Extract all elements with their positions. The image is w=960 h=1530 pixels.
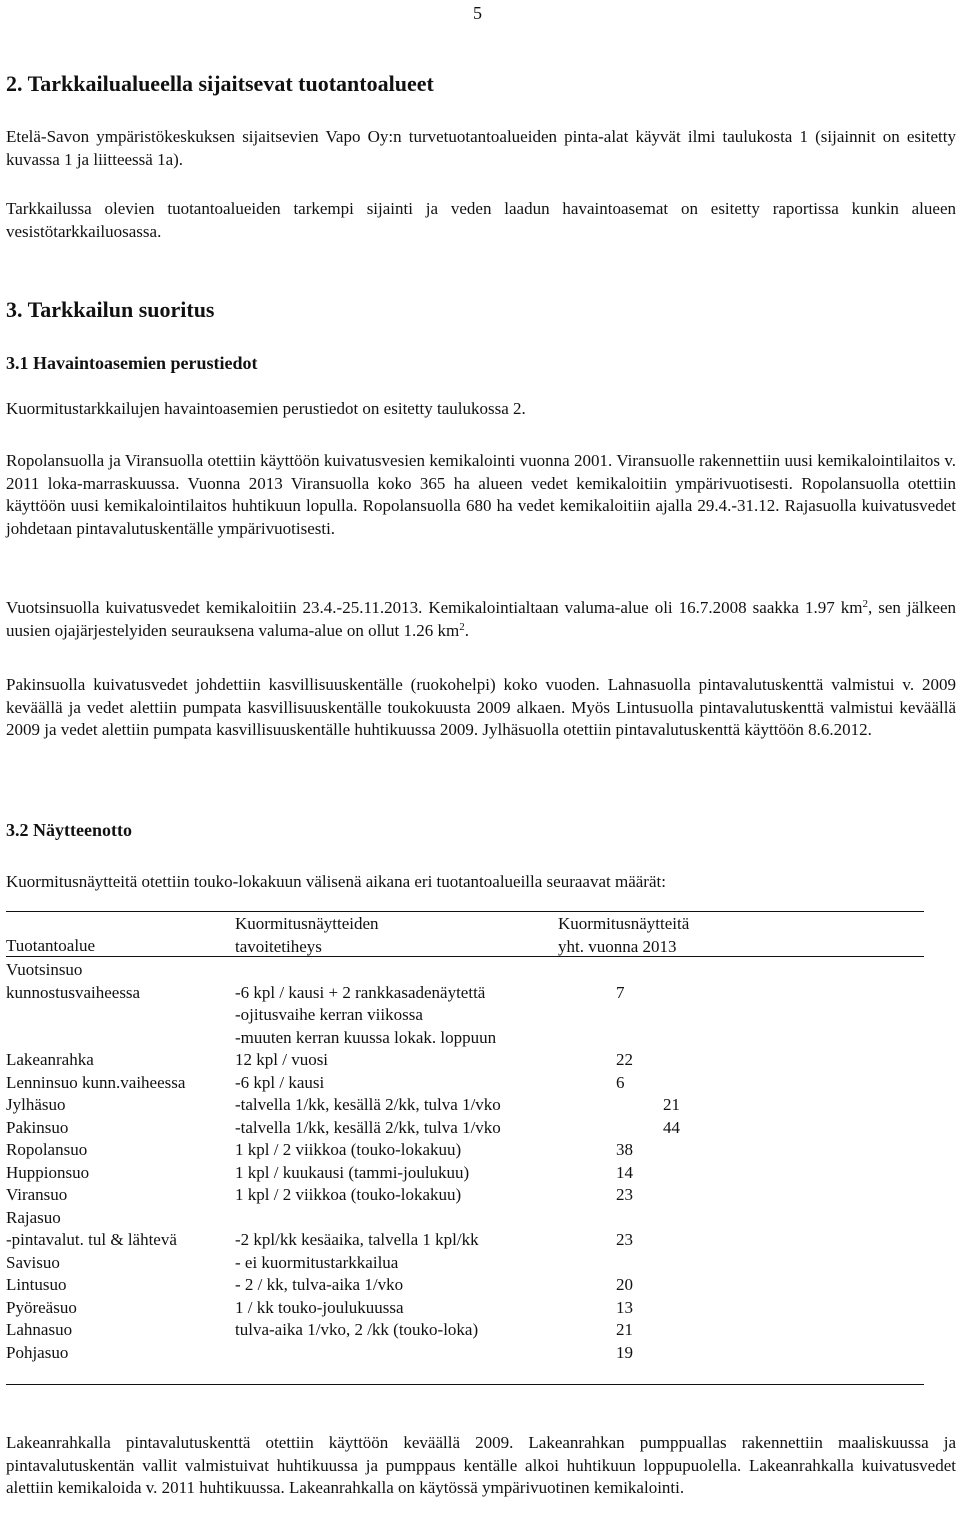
table-row [6,1094,924,1117]
section-3-1-paragraph-4: Pakinsuolla kuivatusvedet johdettiin kasvillisuuskentälle (ruokohelpi) koko vuoden. Lahnasuolla pintavalutuskenttä valmistui v. 2009 keväällä ja vedet alettiin pumpata kasvillisuuskentälle toukokuusta 2009 alkaen. Myös Lintusuolla pintavalutuskenttä valmistui keväällä 2009 ja vedet alettiin pumpata kasvillisuuskentälle huhtikuussa 2009. Jylhäsuolla otettiin pintavalutuskenttä käyttöön 8.6.2012. [6,675,956,739]
table-header-count-line-1: Kuormitusnäytteitä [558,914,690,933]
cell-count: 6 [616,1072,625,1092]
section-3-1-paragraph-2: Ropolansuolla ja Viransuolla otettiin käyttöön kuivatusvesien kemikalointi vuonna 2001. Viransuolle rakennettiin uusi kemikalointilaitos v. 2011 loka-marraskuussa. Vuonna 2013 Viransuolla koko 365 ha alueen vedet kemikaloitiin ympärivuotisesti. Ropolansuolla otettiin käyttöön uusi kemikalointilaitos huhtikuun lopulla. Ropolansuolla 680 ha vedet kemikaloitiin ajalla 29.4.-31.12. Rajasuolla kuivatusvedet johdetaan pintavalutuskentälle ympärivuotisesti. [6,451,956,538]
page-number: 5 [473,3,482,23]
table-row [6,982,924,1005]
table-row [6,1252,924,1275]
table-row [6,1229,924,1252]
cell-frequency: 1 kpl / kuukausi (tammi-joulukuu) [235,1162,470,1182]
section-2-paragraph-1: Etelä-Savon ympäristökeskuksen sijaitsevien Vapo Oy:n turvetuotantoalueiden pinta-alat käyvät ilmi taulukosta 1 (sijainnit on esitetty kuvassa 1 ja liitteessä 1a). [6,127,956,169]
cell-count: 20 [616,1275,633,1294]
cell-area: Savisuo [6,1252,60,1272]
table-header-frequency-line-1: Kuormitusnäytteiden [235,914,379,933]
cell-frequency: -talvella 1/kk, kesällä 2/kk, tulva 1/vko [235,1117,501,1137]
closing-paragraph: Lakeanrahkalla pintavalutuskenttä otettiin käyttöön keväällä 2009. Lakeanrahkan pumppuallas rakennettiin maaliskuussa ja pintavalutuskentän vallit valmistuivat huhtikuussa ja pumppaus kentälle alkoi huhtikuun loppupuolella. Lakeanrahkalla kuivatusvedet alettiin kemikaloida v. 2011 huhtikuussa. Lakeanrahkalla on käytössä ympärivuotinen kemikalointi. [6,1433,956,1497]
cell-area: Jylhäsuo [6,1095,66,1114]
cell-frequency: 1 kpl / 2 viikkoa (touko-lokakuu) [235,1140,462,1159]
cell-area: Ropolansuo [6,1140,88,1159]
table-row [6,1207,924,1230]
cell-frequency: - ei kuormitustarkkailua [235,1252,399,1272]
cell-count: 14 [616,1162,633,1182]
cell-count: 44 [663,1117,680,1137]
cell-frequency: 1 / kk touko-joulukuussa [235,1297,404,1317]
table-header-count-line-2: yht. vuonna 2013 [558,936,677,956]
cell-area: Lakeanrahka [6,1050,94,1069]
table-row [6,1319,924,1342]
cell-count: 7 [616,982,625,1002]
section-2-paragraph-2: Tarkkailussa olevien tuotantoalueiden tarkempi sijainti ja veden laadun havaintoasemat on esitetty raportissa kunkin alueen vesistötarkkailuosassa. [6,199,956,241]
table-row [6,1297,924,1320]
table-header-frequency-line-2: tavoitetiheys [235,936,322,956]
table-row [6,1162,924,1185]
cell-frequency: 12 kpl / vuosi [235,1050,329,1069]
cell-frequency: tulva-aika 1/vko, 2 /kk (touko-loka) [235,1320,479,1339]
table-row [6,959,924,982]
table-bottom-rule [6,1384,924,1385]
table-row [6,1184,924,1207]
table-header-area: Tuotantoalue [6,936,96,955]
section-3-2-paragraph-1: Kuormitusnäytteitä otettiin touko-lokakuun välisenä aikana eri tuotantoalueilla seuraavat määrät: [6,872,666,891]
table-header-rule [6,956,924,957]
table-row [6,1072,924,1095]
section-3-2-heading: 3.2 Näytteenotto [6,820,132,840]
table-header-frequency [235,913,379,958]
cell-area: kunnostusvaiheessa [6,982,141,1002]
cell-area: Viransuo [6,1185,68,1204]
table-row [6,1274,924,1297]
section-3-1-heading: 3.1 Havaintoasemien perustiedot [6,353,258,373]
cell-area: Lenninsuo kunn.vaiheessa [6,1072,186,1092]
cell-area: Lintusuo [6,1275,67,1294]
cell-frequency: - 2 / kk, tulva-aika 1/vko [235,1275,404,1294]
section-3-1-paragraph-1: Kuormitustarkkailujen havaintoasemien perustiedot on esitetty taulukossa 2. [6,399,526,418]
cell-count: 19 [616,1342,633,1362]
table-row [6,1004,924,1027]
table-row [6,1117,924,1140]
table-header-count [558,913,689,958]
cell-frequency: -6 kpl / kausi + 2 rankkasadenäytettä [235,982,486,1002]
cell-frequency: -2 kpl/kk kesäaika, talvella 1 kpl/kk [235,1230,479,1249]
table-row [6,1342,924,1365]
cell-area: Lahnasuo [6,1320,73,1339]
cell-area: Pakinsuo [6,1117,69,1137]
cell-frequency: 1 kpl / 2 viikkoa (touko-lokakuu) [235,1185,462,1204]
table-row [6,1049,924,1072]
cell-count: 38 [616,1140,633,1159]
cell-area: Pohjasuo [6,1342,69,1362]
cell-frequency: -muuten kerran kuussa lokak. loppuun [235,1027,497,1047]
cell-count: 22 [616,1050,633,1069]
paragraph-3-text-c: . [464,620,469,640]
section-3-heading: 3. Tarkkailun suoritus [6,297,215,322]
paragraph-3-text-a: Vuotsinsuolla kuivatusvedet kemikaloitiin 23.4.-25.11.2013. Kemikalointialtaan valuma-alue oli 16.7.2008 saakka 1.97 km [6,598,863,617]
cell-area: Rajasuo [6,1207,61,1227]
cell-area: Pyöreäsuo [6,1297,77,1317]
table-row [6,1139,924,1162]
superscript-unit: 2 [862,598,868,610]
table-row [6,1027,924,1050]
cell-count: 23 [616,1185,633,1204]
cell-area: -pintavalut. tul & lähtevä [6,1230,177,1249]
cell-count: 21 [616,1320,633,1339]
cell-frequency: -6 kpl / kausi [235,1072,325,1092]
table-body [6,959,924,1364]
cell-area: Vuotsinsuo [6,960,83,979]
cell-frequency: -ojitusvaihe kerran viikossa [235,1005,423,1024]
cell-count: 21 [663,1095,680,1114]
cell-count: 23 [616,1230,633,1249]
section-3-1-paragraph-3 [6,597,956,642]
cell-frequency: -talvella 1/kk, kesällä 2/kk, tulva 1/vko [235,1095,501,1114]
cell-count: 13 [616,1297,633,1317]
paragraph-3-text-b: , sen jälkeen uusien ojajärjestelyiden seurauksena valuma-alue on ollut 1.26 km [6,598,956,640]
section-2-heading: 2. Tarkkailualueella sijaitsevat tuotantoalueet [6,71,434,96]
superscript-unit: 2 [459,620,465,633]
table-top-rule [6,911,924,912]
cell-area: Huppionsuo [6,1162,90,1182]
